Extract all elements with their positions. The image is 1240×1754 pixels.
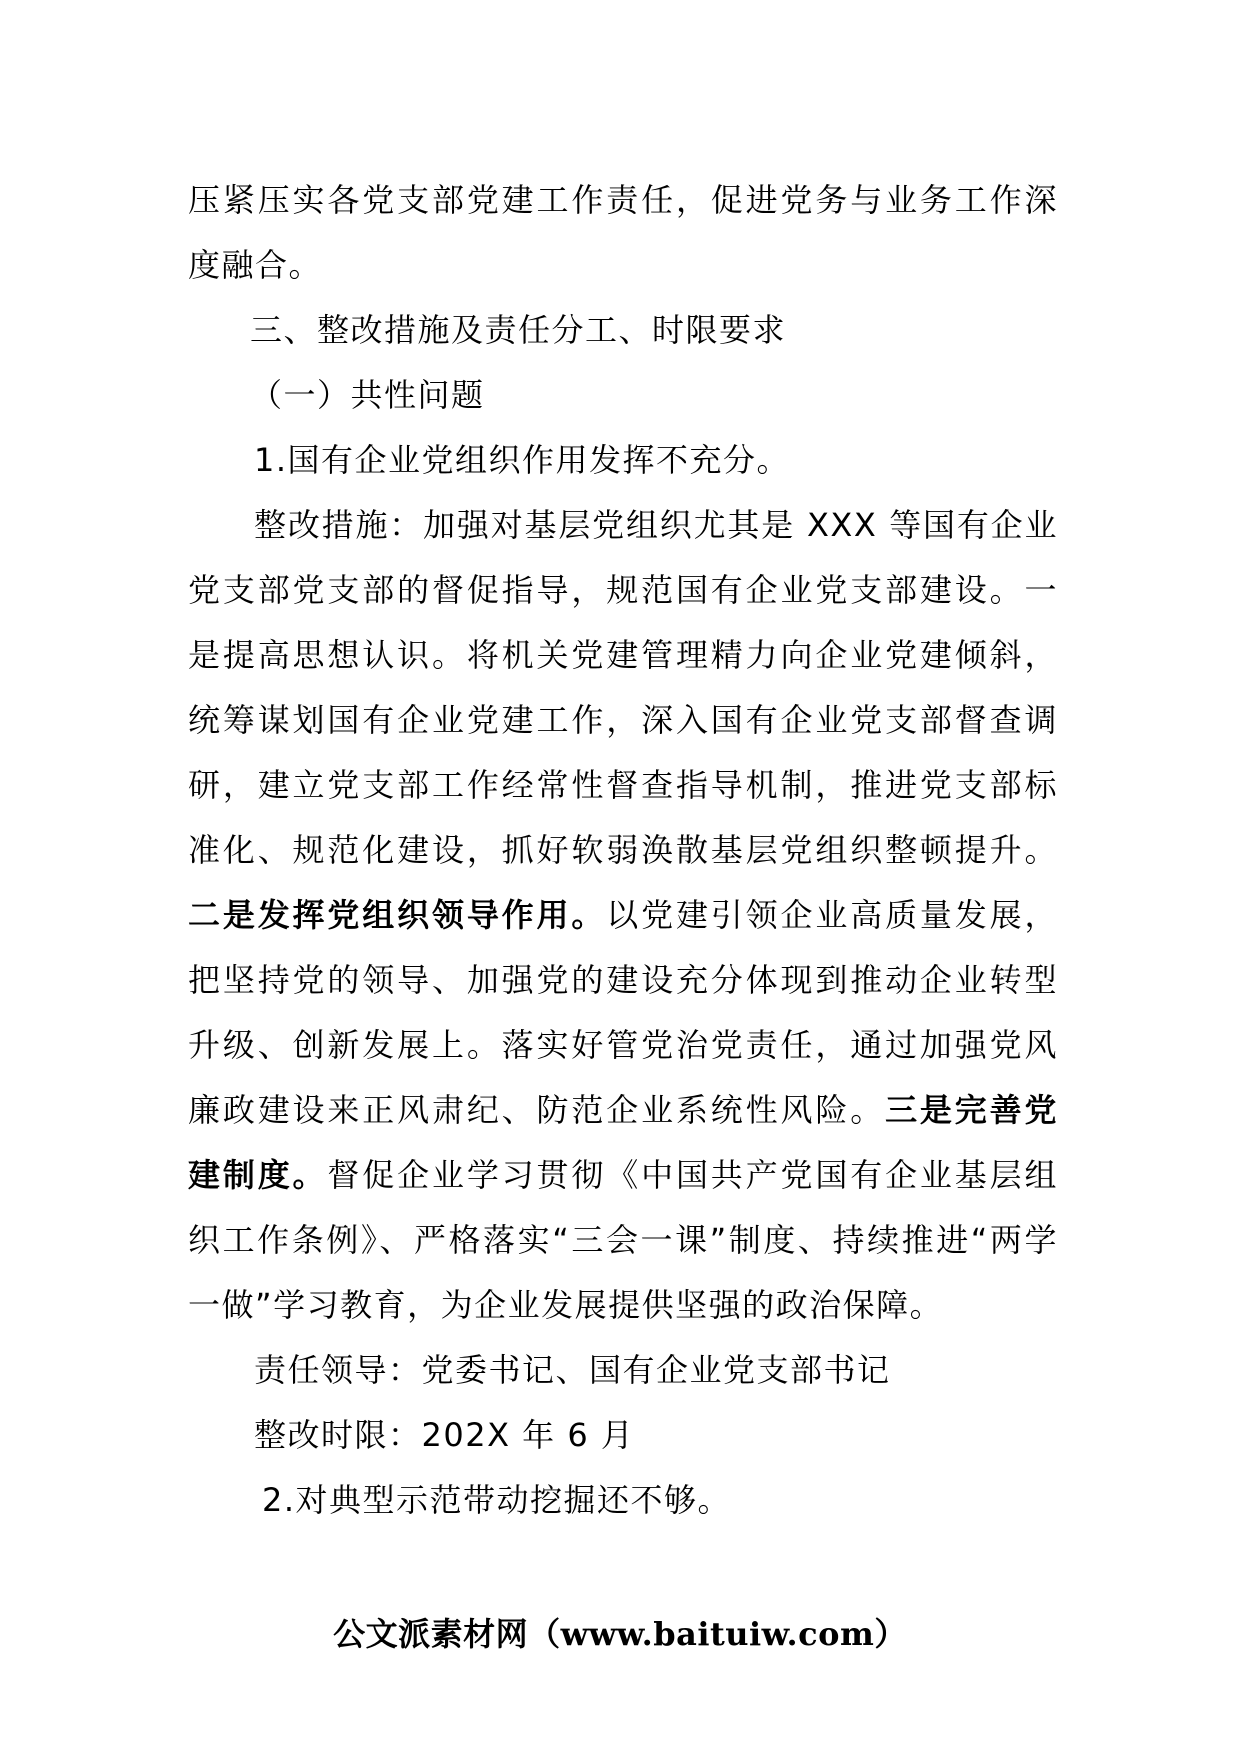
- paragraph-continuation: 压紧压实各党支部党建工作责任，促进党务与业务工作深度融合。: [188, 181, 1058, 284]
- subsection-heading: （一）共性问题: [250, 376, 485, 414]
- measures-text-2: 以党建引领企业高质量发展，把坚持党的领导、加强党的建设充分体现到推动企业转型升级、创新发展上。落实好管党治党责任，通过加强党风廉政建设来正风肃纪、防范企业系统性风险。: [188, 896, 1058, 1129]
- section-heading: 三、整改措施及责任分工、时限要求: [250, 311, 787, 349]
- deadline: 整改时限：202X 年 6 月: [254, 1416, 635, 1454]
- item-title-2: 2.对典型示范带动挖掘还不够。: [262, 1481, 732, 1519]
- measures-text-3: 督促企业学习贯彻《中国共产党国有企业基层组织工作条例》、严格落实“三会一课”制度、持续推进“两学一做”学习教育，为企业发展提供坚强的政治保障。: [188, 1156, 1058, 1324]
- measures-bold-1: 二是发挥党组织领导作用。: [188, 896, 607, 934]
- footer-watermark: 公文派素材网（www.baituiw.com）: [333, 1615, 907, 1653]
- item-title-1: 1.国有企业党组织作用发挥不充分。: [254, 441, 791, 479]
- measures-text-1: 整改措施：加强对基层党组织尤其是 XXX 等国有企业党支部党支部的督促指导，规范国有企业党支部建设。一是提高思想认识。将机关党建管理精力向企业党建倾斜，统筹谋划国有企业党建工作，深入国有企业党支部督查调研，建立党支部工作经常性督查指导机制，推进党支部标准化、规范化建设，抓好软弱涣散基层党组织整顿提升。: [188, 506, 1058, 869]
- measures-paragraph: [188, 493, 1058, 1338]
- measures-bold-2: 三是完善党建制度。: [188, 1091, 1058, 1194]
- responsible-leader: 责任领导：党委书记、国有企业党支部书记: [254, 1351, 891, 1389]
- document-body: [188, 168, 1058, 1533]
